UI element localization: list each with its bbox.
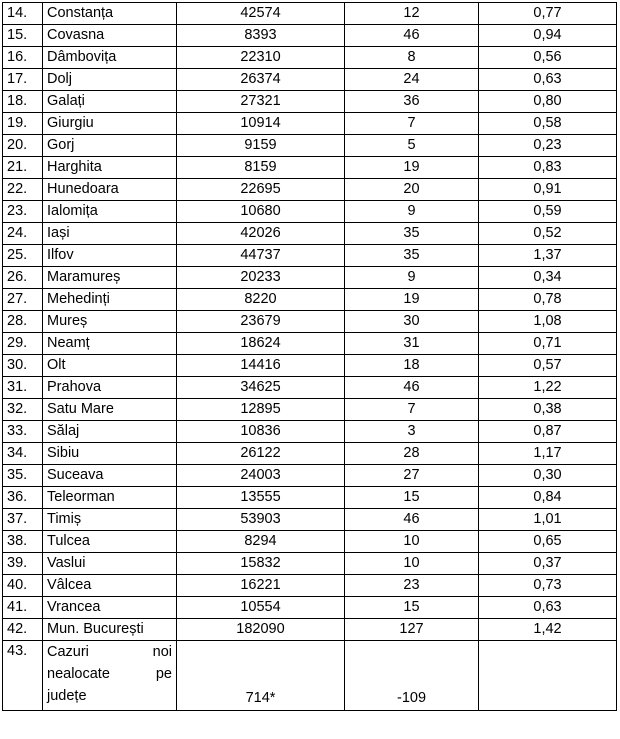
table-row (3, 311, 617, 333)
value-c-cell: 1,08 (479, 311, 617, 333)
value-c-cell: 0,77 (479, 3, 617, 25)
county-name-cell: Mehedinți (43, 289, 177, 311)
table-row (3, 465, 617, 487)
value-b-cell: 30 (345, 311, 479, 333)
value-c-cell: 0,34 (479, 267, 617, 289)
row-number-cell: 18. (3, 91, 43, 113)
county-name-cell: Olt (43, 355, 177, 377)
value-a-cell: 15832 (177, 553, 345, 575)
table-row (3, 113, 617, 135)
value-c-cell: 1,42 (479, 619, 617, 641)
table-row (3, 509, 617, 531)
value-c-cell: 0,65 (479, 531, 617, 553)
value-c-cell: 0,52 (479, 223, 617, 245)
value-a-cell: 714* (177, 641, 345, 711)
table-row (3, 421, 617, 443)
value-c-cell: 0,78 (479, 289, 617, 311)
county-name-cell: Satu Mare (43, 399, 177, 421)
label-line (47, 663, 172, 685)
row-number-cell: 43. (3, 641, 43, 711)
value-a-cell: 10554 (177, 597, 345, 619)
value-c-cell: 0,59 (479, 201, 617, 223)
row-number-cell: 26. (3, 267, 43, 289)
value-a-cell: 20233 (177, 267, 345, 289)
value-c-cell: 0,80 (479, 91, 617, 113)
value-c-cell: 0,84 (479, 487, 617, 509)
value-c-cell: 0,94 (479, 25, 617, 47)
county-name-cell: Timiș (43, 509, 177, 531)
value-a-cell: 26374 (177, 69, 345, 91)
value-a-cell: 9159 (177, 135, 345, 157)
row-number-cell: 30. (3, 355, 43, 377)
table-row (3, 201, 617, 223)
row-number-cell: 17. (3, 69, 43, 91)
table-row (3, 443, 617, 465)
county-name-cell: Ilfov (43, 245, 177, 267)
value-b-cell: 7 (345, 113, 479, 135)
value-a-cell: 22310 (177, 47, 345, 69)
value-a-cell: 10680 (177, 201, 345, 223)
value-b-cell: 46 (345, 25, 479, 47)
table-row (3, 25, 617, 47)
value-a-cell: 23679 (177, 311, 345, 333)
unallocated-label-cell (43, 641, 177, 711)
county-name-cell: Mun. București (43, 619, 177, 641)
value-c-cell: 0,87 (479, 421, 617, 443)
value-b-cell: 10 (345, 531, 479, 553)
value-c-cell: 0,56 (479, 47, 617, 69)
row-number-cell: 19. (3, 113, 43, 135)
row-number-cell: 22. (3, 179, 43, 201)
value-c-cell: 0,37 (479, 553, 617, 575)
table-row (3, 91, 617, 113)
county-name-cell: Sălaj (43, 421, 177, 443)
county-name-cell: Dolj (43, 69, 177, 91)
county-name-cell: Harghita (43, 157, 177, 179)
value-c-cell: 0,73 (479, 575, 617, 597)
value-a-cell: 24003 (177, 465, 345, 487)
value-a-cell: 27321 (177, 91, 345, 113)
value-c-cell: 1,37 (479, 245, 617, 267)
row-number-cell: 42. (3, 619, 43, 641)
row-number-cell: 31. (3, 377, 43, 399)
value-c-cell: 1,01 (479, 509, 617, 531)
value-b-cell: 46 (345, 509, 479, 531)
value-c-cell: 0,71 (479, 333, 617, 355)
table-row (3, 69, 617, 91)
value-c-cell (479, 641, 617, 711)
value-b-cell: 18 (345, 355, 479, 377)
table-row (3, 3, 617, 25)
county-name-cell: Neamț (43, 333, 177, 355)
value-b-cell: 19 (345, 289, 479, 311)
value-b-cell: 9 (345, 201, 479, 223)
row-number-cell: 33. (3, 421, 43, 443)
value-a-cell: 16221 (177, 575, 345, 597)
value-b-cell: 7 (345, 399, 479, 421)
county-name-cell: Teleorman (43, 487, 177, 509)
table-row (3, 289, 617, 311)
value-b-cell: 12 (345, 3, 479, 25)
value-a-cell: 10914 (177, 113, 345, 135)
value-a-cell: 42026 (177, 223, 345, 245)
value-a-cell: 14416 (177, 355, 345, 377)
value-a-cell: 53903 (177, 509, 345, 531)
row-number-cell: 24. (3, 223, 43, 245)
value-b-cell: 23 (345, 575, 479, 597)
row-number-cell: 34. (3, 443, 43, 465)
value-c-cell: 0,30 (479, 465, 617, 487)
value-b-cell: 31 (345, 333, 479, 355)
county-name-cell: Tulcea (43, 531, 177, 553)
county-name-cell: Vaslui (43, 553, 177, 575)
value-a-cell: 42574 (177, 3, 345, 25)
county-name-cell: Gorj (43, 135, 177, 157)
row-number-cell: 39. (3, 553, 43, 575)
value-b-cell: 10 (345, 553, 479, 575)
value-c-cell: 1,22 (479, 377, 617, 399)
label-word: Cazuri (47, 644, 89, 660)
table-row (3, 245, 617, 267)
label-word: pe (155, 666, 172, 682)
county-name-cell: Vrancea (43, 597, 177, 619)
value-c-cell: 0,38 (479, 399, 617, 421)
county-name-cell: Vâlcea (43, 575, 177, 597)
table-row (3, 223, 617, 245)
value-a-cell: 34625 (177, 377, 345, 399)
row-number-cell: 25. (3, 245, 43, 267)
value-b-cell: 35 (345, 245, 479, 267)
table-row (3, 487, 617, 509)
label-line (47, 685, 172, 707)
table-row (3, 333, 617, 355)
table-row (3, 47, 617, 69)
value-a-cell: 18624 (177, 333, 345, 355)
value-c-cell: 0,83 (479, 157, 617, 179)
row-number-cell: 35. (3, 465, 43, 487)
county-name-cell: Suceava (43, 465, 177, 487)
county-name-cell: Constanța (43, 3, 177, 25)
table-row (3, 619, 617, 641)
value-b-cell: 127 (345, 619, 479, 641)
row-number-cell: 41. (3, 597, 43, 619)
value-b-cell: -109 (345, 641, 479, 711)
label-line (47, 641, 172, 663)
value-b-cell: 15 (345, 487, 479, 509)
label-word: nealocate (47, 666, 110, 682)
table-row (3, 399, 617, 421)
row-number-cell: 15. (3, 25, 43, 47)
county-cases-table (2, 2, 617, 711)
table-row (3, 575, 617, 597)
value-c-cell: 0,57 (479, 355, 617, 377)
value-b-cell: 15 (345, 597, 479, 619)
county-name-cell: Giurgiu (43, 113, 177, 135)
table-body (3, 3, 617, 711)
table-row (3, 553, 617, 575)
value-b-cell: 36 (345, 91, 479, 113)
table-row (3, 377, 617, 399)
value-b-cell: 20 (345, 179, 479, 201)
value-b-cell: 28 (345, 443, 479, 465)
value-c-cell: 1,17 (479, 443, 617, 465)
value-b-cell: 24 (345, 69, 479, 91)
table-row (3, 267, 617, 289)
county-name-cell: Iași (43, 223, 177, 245)
value-a-cell: 8159 (177, 157, 345, 179)
county-name-cell: Galați (43, 91, 177, 113)
value-b-cell: 9 (345, 267, 479, 289)
table-row-unallocated (3, 641, 617, 711)
row-number-cell: 40. (3, 575, 43, 597)
table-row (3, 157, 617, 179)
county-name-cell: Mureș (43, 311, 177, 333)
value-a-cell: 182090 (177, 619, 345, 641)
value-b-cell: 46 (345, 377, 479, 399)
value-a-cell: 12895 (177, 399, 345, 421)
row-number-cell: 37. (3, 509, 43, 531)
value-c-cell: 0,63 (479, 597, 617, 619)
row-number-cell: 21. (3, 157, 43, 179)
value-c-cell: 0,91 (479, 179, 617, 201)
value-a-cell: 26122 (177, 443, 345, 465)
value-c-cell: 0,58 (479, 113, 617, 135)
row-number-cell: 16. (3, 47, 43, 69)
row-number-cell: 38. (3, 531, 43, 553)
row-number-cell: 14. (3, 3, 43, 25)
county-name-cell: Maramureș (43, 267, 177, 289)
row-number-cell: 29. (3, 333, 43, 355)
table-row (3, 597, 617, 619)
county-name-cell: Ialomița (43, 201, 177, 223)
row-number-cell: 20. (3, 135, 43, 157)
row-number-cell: 36. (3, 487, 43, 509)
county-name-cell: Dâmbovița (43, 47, 177, 69)
value-b-cell: 8 (345, 47, 479, 69)
value-a-cell: 8294 (177, 531, 345, 553)
county-name-cell: Prahova (43, 377, 177, 399)
value-c-cell: 0,23 (479, 135, 617, 157)
value-a-cell: 8393 (177, 25, 345, 47)
value-b-cell: 27 (345, 465, 479, 487)
row-number-cell: 32. (3, 399, 43, 421)
table-row (3, 135, 617, 157)
value-b-cell: 19 (345, 157, 479, 179)
value-a-cell: 22695 (177, 179, 345, 201)
value-b-cell: 3 (345, 421, 479, 443)
label-word: județe (47, 688, 87, 704)
value-b-cell: 5 (345, 135, 479, 157)
label-word: noi (152, 644, 172, 660)
county-name-cell: Sibiu (43, 443, 177, 465)
value-a-cell: 13555 (177, 487, 345, 509)
table-row (3, 179, 617, 201)
row-number-cell: 28. (3, 311, 43, 333)
value-a-cell: 8220 (177, 289, 345, 311)
county-name-cell: Covasna (43, 25, 177, 47)
value-a-cell: 44737 (177, 245, 345, 267)
value-c-cell: 0,63 (479, 69, 617, 91)
table-row (3, 531, 617, 553)
row-number-cell: 27. (3, 289, 43, 311)
value-a-cell: 10836 (177, 421, 345, 443)
row-number-cell: 23. (3, 201, 43, 223)
value-b-cell: 35 (345, 223, 479, 245)
county-name-cell: Hunedoara (43, 179, 177, 201)
table-row (3, 355, 617, 377)
